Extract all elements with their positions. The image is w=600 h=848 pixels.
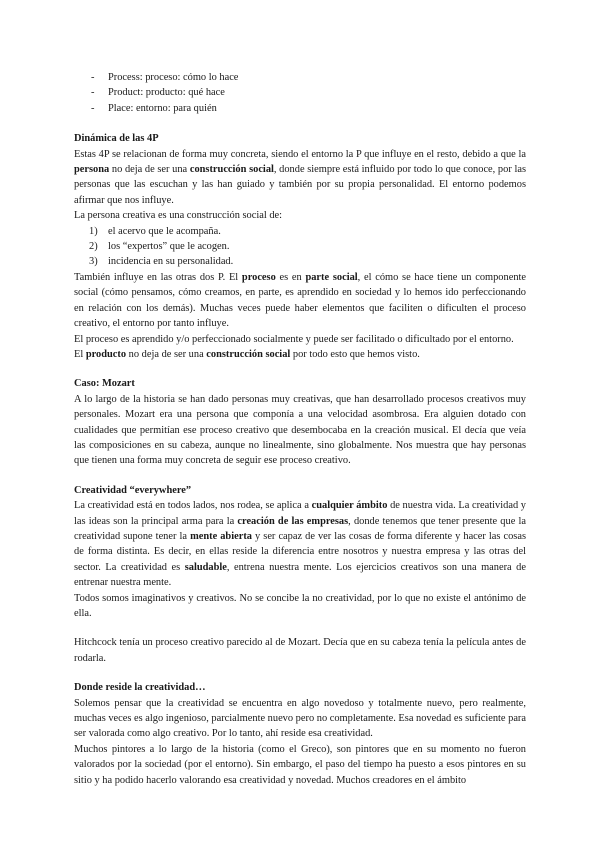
paragraph: Solemos pensar que la creatividad se encuentra en algo novedoso y totalmente nuevo, pero realmente, muchas veces es algo ingenioso, parcialmente nuevo pero no completamente. Esa novedad es suficiente para ser valorada como algo creativo. Por lo tanto, ahí reside esa creatividad.	[74, 697, 526, 740]
paragraph: Hitchcock tenía un proceso creativo parecido al de Mozart. Decía que en su cabeza tenía la película antes de rodarla.	[74, 637, 526, 664]
section-everywhere	[74, 483, 526, 666]
section-dinamica	[74, 131, 526, 362]
document-body	[74, 70, 526, 788]
list-item: - Place: entorno: para quién	[91, 102, 217, 114]
paragraph: Muchos pintores a lo largo de la historia (como el Greco), son pintores que en su momento no fueron valorados por la sociedad (por el entorno). Sin embargo, el paso del tiempo ha puesto a esos pintores en su sitio y ha podido hacerlo valorando esa creatividad y novedad. Muchos creadores en el ámbito	[74, 743, 526, 786]
paragraph: También influye en las otras dos P. El proceso es en parte social, el cómo se hace tiene un componente social (cómo pensamos, cómo creamos, en parte, es aprendido en sociedad y lo hemos ido perfeccionando en relación con los demás). Muchas veces puede haber elementos que faciliten o dificulten el proceso creativo, el entorno por tanto influye.	[74, 271, 527, 330]
section-reside	[74, 680, 526, 788]
intro-bullet-list	[74, 70, 526, 116]
section-heading: Donde reside la creatividad…	[74, 682, 206, 694]
numbered-list	[74, 224, 526, 270]
section-heading: Creatividad “everywhere”	[74, 484, 192, 496]
paragraph: El proceso es aprendido y/o perfeccionado socialmente y puede ser facilitado o dificultado por el entorno.	[74, 333, 514, 345]
section-mozart	[74, 376, 526, 468]
paragraph: La creatividad está en todos lados, nos rodea, se aplica a cualquier ámbito de nuestra vida. La creatividad y las ideas son la principal arma para la creación de las empresas, donde tenemos que tener presente que la creatividad supone tener la mente abierta y ser capaz de ver las cosas de forma diferente y hacer las cosas de forma distinta. Es decir, en ellas reside la diferencia entre nosotros y nuestra empresa y las otras del sector. La creatividad es saludable, entrena nuestra mente. Los ejercicios creativos son una manera de entrenar nuestra mente.	[74, 500, 527, 589]
section-heading: Caso: Mozart	[74, 378, 135, 390]
list-item: 3) incidencia en su personalidad.	[89, 256, 234, 268]
list-item: 2) los “expertos” que le acogen.	[89, 241, 230, 253]
list-item: 1) el acervo que le acompaña.	[89, 225, 221, 237]
paragraph: Estas 4P se relacionan de forma muy concreta, siendo el entorno la P que influye en el resto, debido a que la persona no deja de ser una construcción social, donde siempre está influido por todo lo que conoce, por las personas que las escuchan y las han guiado y también por su propia personalidad. El entorno podemos afirmar que nos influye.	[74, 148, 526, 206]
list-item: - Product: producto: qué hace	[91, 87, 225, 99]
paragraph: El producto no deja de ser una construcción social por todo esto que hemos visto.	[74, 348, 420, 360]
section-heading: Dinámica de las 4P	[74, 133, 159, 145]
paragraph: A lo largo de la historia se han dado personas muy creativas, que han desarrollado procesos creativos muy personales. Mozart era una persona que componía a una velocidad asombrosa. Era alguien dotado con cualidades que permitían ese proceso creativo que desembocaba en la creación musical. El decía que veía las composiciones en su cabeza, aunque no linealmente, sino globalmente. Nos muestra que hay personas que tienen una forma muy concreta de seguir ese proceso creativo.	[74, 393, 526, 467]
paragraph: La persona creativa es una construcción social de:	[74, 210, 283, 222]
paragraph: Todos somos imaginativos y creativos. No se concibe la no creatividad, por lo que no existe el antónimo de ella.	[74, 592, 526, 619]
list-item: - Process: proceso: cómo lo hace	[91, 72, 239, 83]
